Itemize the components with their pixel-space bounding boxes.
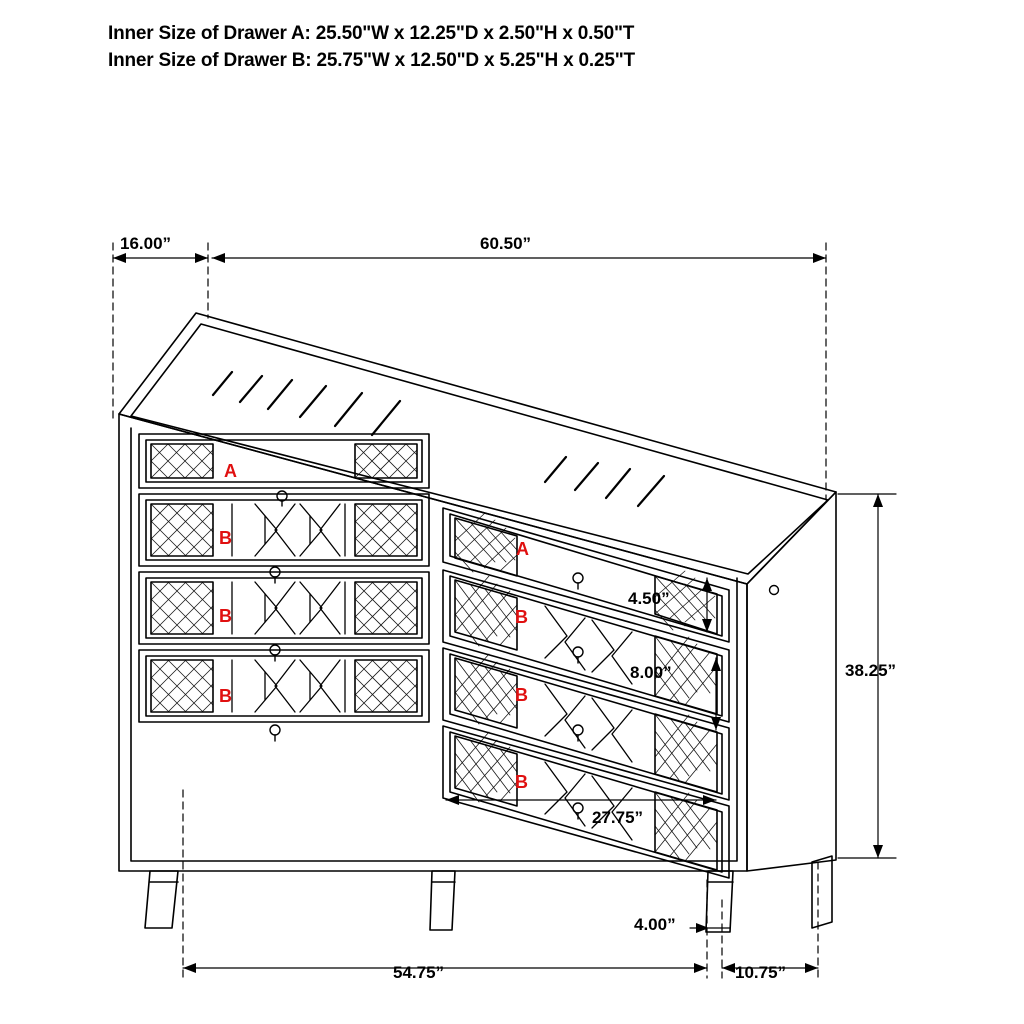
- dim-base-depth: 10.75”: [735, 963, 787, 982]
- inner-size-drawer-b: Inner Size of Drawer B: 25.75"W x 12.50"D x 5.25"H x 0.25"T: [108, 50, 635, 71]
- dim-leg-height: 4.00”: [634, 915, 676, 934]
- drawer-label-left-1: A: [224, 461, 237, 481]
- drawer-label-left-2: B: [219, 528, 232, 548]
- dim-drawer-b-height: 8.00”: [630, 663, 672, 682]
- inner-dimension-lines: [446, 578, 716, 800]
- drawer-label-left-4: B: [219, 686, 232, 706]
- dim-depth-top-left: 16.00”: [120, 234, 172, 253]
- drawer-left-4: [139, 650, 429, 722]
- drawer-label-right-3: B: [515, 685, 528, 705]
- drawer-left-3: [139, 572, 429, 644]
- inner-size-drawer-a: Inner Size of Drawer A: 25.50"W x 12.25"D x 2.50"H x 0.50"T: [108, 23, 635, 44]
- drawer-label-right-1: A: [516, 539, 529, 559]
- drawer-label-right-4: B: [515, 772, 528, 792]
- lattice-texture: [151, 444, 717, 861]
- dim-drawer-a-height: 4.50”: [628, 589, 670, 608]
- dim-width-top: 60.50”: [480, 234, 532, 253]
- drawer-left-1: [139, 434, 429, 488]
- dim-drawer-width: 27.75”: [592, 808, 644, 827]
- drawer-label-left-3: B: [219, 606, 232, 626]
- dim-base-width: 54.75”: [393, 963, 445, 982]
- dim-height-right: 38.25”: [845, 661, 897, 680]
- top-surface-reflections: [213, 372, 664, 506]
- drawer-label-right-2: B: [515, 607, 528, 627]
- drawer-left-2: [139, 494, 429, 566]
